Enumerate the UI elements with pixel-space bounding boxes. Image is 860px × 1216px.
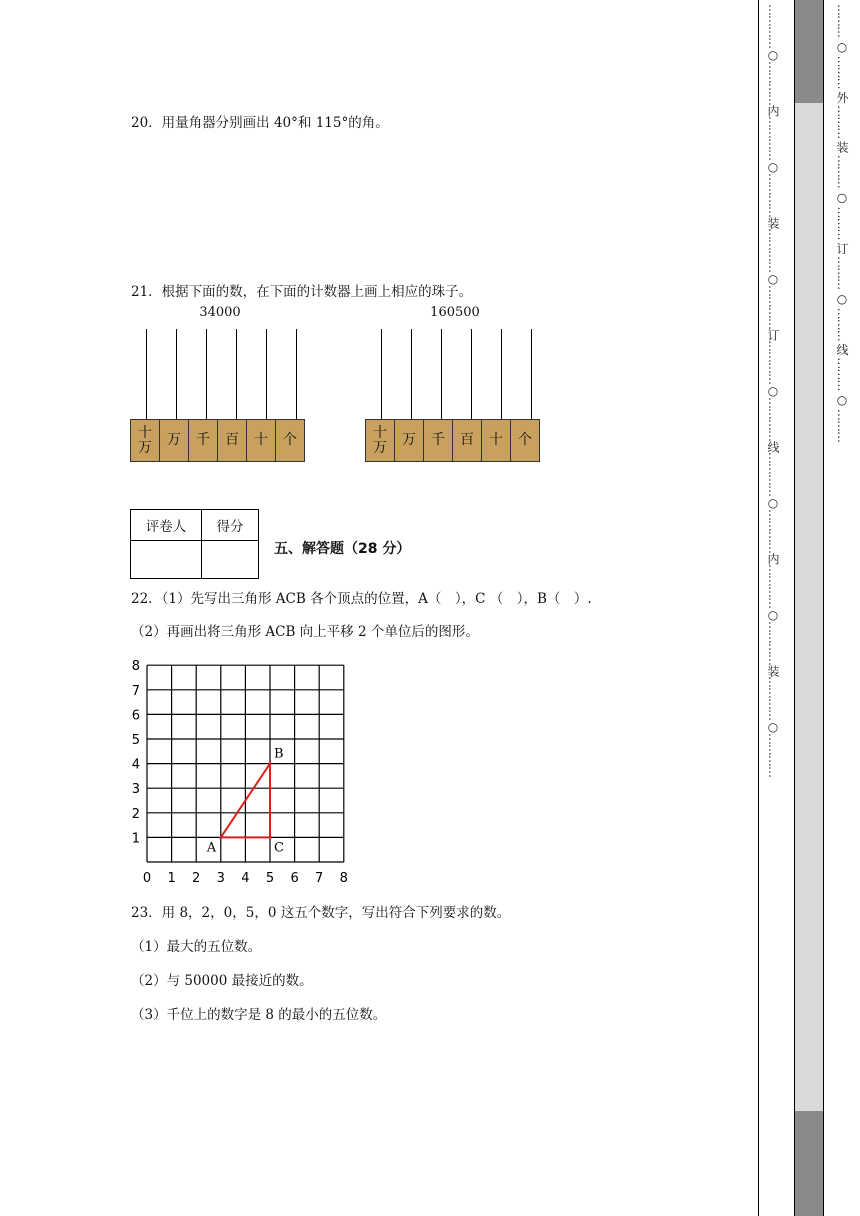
coordinate-grid[interactable] xyxy=(125,656,365,886)
x-tick-label: 3 xyxy=(216,871,225,886)
place-one: 个 xyxy=(275,419,305,462)
abacus-1-places xyxy=(130,419,305,462)
section-title: 五、解答题（28 分） xyxy=(274,541,411,557)
place-ten-thousand: 万 xyxy=(159,419,189,462)
place-hundred: 百 xyxy=(217,419,247,462)
abacus-1 xyxy=(130,305,315,465)
abacus-2 xyxy=(365,305,550,465)
x-tick-label: 5 xyxy=(265,871,275,886)
abacus-1-number: 34000 xyxy=(199,305,241,320)
x-tick-label: 4 xyxy=(241,871,250,886)
score-field[interactable] xyxy=(202,541,259,579)
x-tick-label: 0 xyxy=(142,871,152,886)
question-22-part2: （2）再画出将三角形 ACB 向上平移 2 个单位后的图形。 xyxy=(131,624,479,640)
binding-margin xyxy=(758,0,860,1216)
question-23-part2: （2）与 50000 最接近的数。 xyxy=(131,973,313,989)
question-22-part1: 22．（1）先写出三角形 ACB 各个顶点的位置，A（ ），C （ ），B（ ）. xyxy=(131,591,592,607)
place-thousand: 千 xyxy=(423,419,453,462)
score-header: 得分 xyxy=(202,510,259,541)
x-tick-label: 1 xyxy=(167,871,176,886)
abacus-2-places xyxy=(365,419,540,462)
vertex-label-b: B xyxy=(274,746,284,762)
place-ten: 十 xyxy=(246,419,276,462)
vertex-label-a: A xyxy=(206,840,217,856)
x-tick-label: 2 xyxy=(192,871,201,886)
y-tick-label: 8 xyxy=(131,659,140,675)
y-tick-label: 1 xyxy=(131,831,140,847)
place-ten: 十 xyxy=(481,419,511,462)
binding-line-outer: ……… ○ ……… 外 ……… 装 ……… ○ ……… 订 ……… ○ ……… 线 ……… ○ ……… xyxy=(835,4,849,443)
y-tick-label: 6 xyxy=(131,708,140,724)
x-tick-label: 6 xyxy=(290,871,299,886)
y-tick-label: 2 xyxy=(131,806,140,822)
place-hundred-thousand: 十 万 xyxy=(365,419,395,462)
y-tick-label: 7 xyxy=(131,683,140,699)
x-tick-label: 8 xyxy=(339,871,348,886)
abacus-2-number: 160500 xyxy=(430,305,480,320)
place-hundred: 百 xyxy=(452,419,482,462)
grader-header: 评卷人 xyxy=(131,510,202,541)
y-tick-label: 5 xyxy=(131,733,140,748)
binding-line-inner: …………○…………内…………○…………装…………○…………订…………○…………线…………○…………内…………○…………装…………○………… xyxy=(766,4,780,777)
place-thousand: 千 xyxy=(188,419,218,462)
place-ten-thousand: 万 xyxy=(394,419,424,462)
question-23-part1: （1）最大的五位数。 xyxy=(131,939,262,955)
x-tick-label: 7 xyxy=(315,871,324,886)
place-hundred-thousand: 十 万 xyxy=(130,419,160,462)
question-23-part3: （3）千位上的数字是 8 的最小的五位数。 xyxy=(131,1007,387,1023)
score-box xyxy=(130,509,259,579)
grader-field[interactable] xyxy=(131,541,202,579)
question-21: 21．根据下面的数，在下面的计数器上画上相应的珠子。 xyxy=(131,284,473,300)
question-23: 23．用 8，2，0，5，0 这五个数字，写出符合下列要求的数。 xyxy=(131,905,511,921)
y-tick-label: 4 xyxy=(131,757,140,773)
y-tick-label: 3 xyxy=(131,782,140,798)
question-20: 20．用量角器分别画出 40°和 115°的角。 xyxy=(131,115,389,131)
place-one: 个 xyxy=(510,419,540,462)
vertex-label-c: C xyxy=(274,840,284,856)
